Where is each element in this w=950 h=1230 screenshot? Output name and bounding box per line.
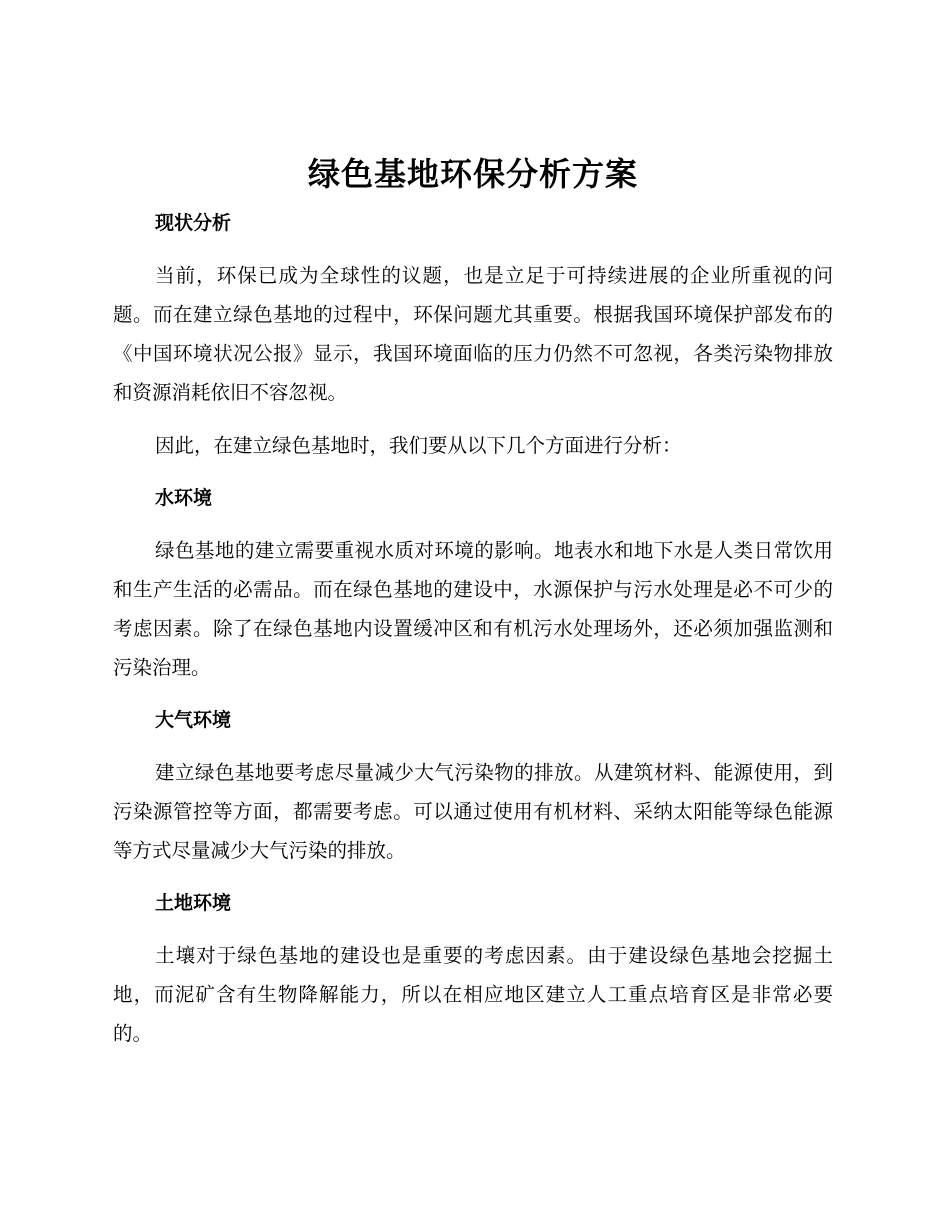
section-heading: 水环境 — [155, 487, 213, 509]
section-status-analysis — [113, 204, 833, 465]
paragraph: 因此，在建立绿色基地时，我们要从以下几个方面进行分析： — [155, 434, 682, 457]
section-heading: 大气环境 — [155, 709, 232, 731]
document-title: 绿色基地环保分析方案 — [307, 155, 638, 193]
document-page — [113, 148, 833, 1067]
section-air-environment — [113, 701, 833, 870]
paragraph: 当前，环保已成为全球性的议题，也是立足于可持续进展的企业所重视的问题。而在建立绿色基地的过程中，环保问题尤其重要。根据我国环境保护部发布的《中国环境状况公报》显示，我国环境面临的压力仍然不可忽视，各类污染物排放和资源消耗依旧不容忽视。 — [113, 264, 833, 404]
paragraph: 建立绿色基地要考虑尽量减少大气污染物的排放。从建筑材料、能源使用，到污染源管控等方面，都需要考虑。可以通过使用有机材料、采纳太阳能等绿色能源等方式尽量减少大气污染的排放。 — [113, 761, 833, 862]
section-heading: 现状分析 — [155, 212, 232, 234]
paragraph: 绿色基地的建立需要重视水质对环境的影响。地表水和地下水是人类日常饮用和生产生活的必需品。而在绿色基地的建设中，水源保护与污水处理是必不可少的考虑因素。除了在绿色基地内设置缓冲区和有机污水处理场外，还必须加强监测和污染治理。 — [113, 539, 833, 679]
section-water-environment — [113, 479, 833, 687]
paragraph: 土壤对于绿色基地的建设也是重要的考虑因素。由于建设绿色基地会挖掘土地，而泥矿含有生物降解能力，所以在相应地区建立人工重点培育区是非常必要的。 — [113, 944, 833, 1045]
section-heading: 土地环境 — [155, 892, 232, 914]
section-land-environment — [113, 884, 833, 1053]
